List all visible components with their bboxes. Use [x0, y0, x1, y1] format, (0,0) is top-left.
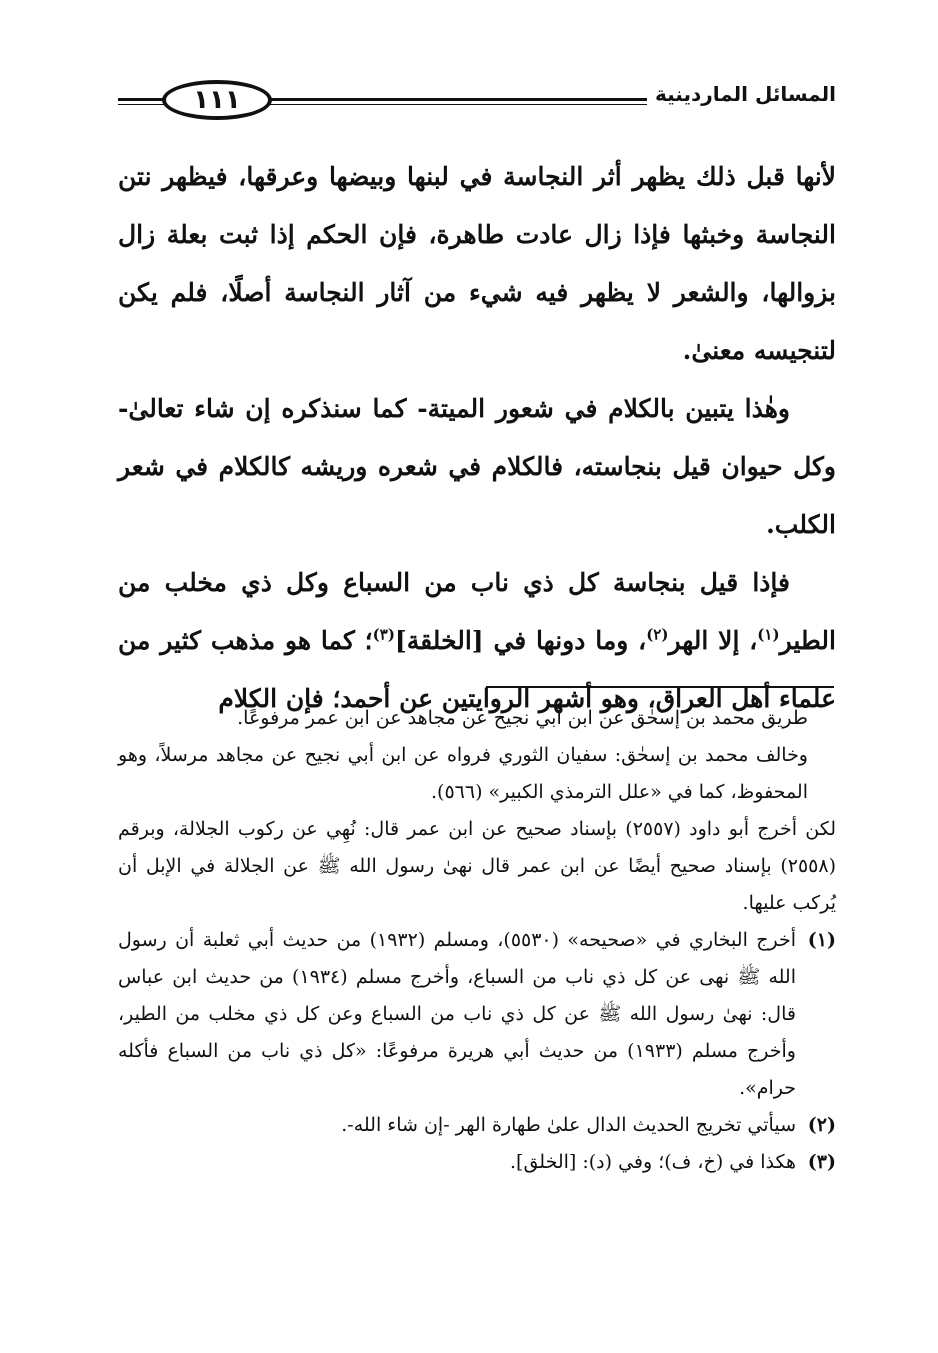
footnote-continuation-line-2: وخالف محمد بن إسحٰق: سفيان الثوري فرواه عن ابن أبي نجيح عن مجاهد مرسلاً، وهو المحفوظ، كما في «علل الترمذي الكبير» (٥٦٦). — [118, 744, 808, 803]
footnote-number: (٣) — [807, 1151, 836, 1173]
footnote-number: (٢) — [807, 1114, 836, 1136]
footnote-ref-1: (١) — [757, 625, 780, 644]
paragraph-3-part-2: ، إلا الهر — [668, 626, 758, 655]
footnote-continuation-line-3: لكن أخرج أبو داود (٢٥٥٧) بإسناد صحيح عن ابن عمر قال: نُهِي عن ركوب الجلالة، وبرقم (٢٥٥٨) بإسناد صحيح أيضًا عن ابن عمر قال نهىٰ رسول الله ﷺ عن الجلالة في الإبل أن يُركب عليها. — [118, 818, 836, 914]
footnote-number: (١) — [807, 929, 836, 951]
footnote-ref-2: (٢) — [646, 625, 669, 644]
footnote-separator — [486, 686, 834, 688]
footnote-2 — [118, 1107, 836, 1144]
footnote-text: أخرج البخاري في «صحيحه» (٥٥٣٠)، ومسلم (١٩٣٢) من حديث أبي ثعلبة أن رسول الله ﷺ نهى عن كل ذي ناب من السباع، وأخرج مسلم (١٩٣٤) من حديث ابن عباس قال: نهىٰ رسول الله ﷺ عن كل ذي ناب من السباع وعن كل ذي مخلب من الطير، وأخرج مسلم (١٩٣٣) من حديث أبي هريرة مرفوعًا: «كل ذي ناب من السباع فأكله حرام». — [118, 929, 797, 1099]
page-header — [118, 78, 836, 126]
running-title: المسائل الماردينية — [647, 78, 836, 110]
paragraph-3-part-3: ، وما دونها في [الخلقة] — [394, 626, 647, 655]
footnotes — [118, 700, 836, 1181]
footnote-continuation-line-1: طريق محمد بن إسحٰق عن ابن أبي نجيح عن مجاهد عن ابن عمر مرفوعًا. — [237, 707, 808, 729]
footnote-text: هكذا في (خ، ف)؛ وفي (د): [الخلق]. — [510, 1151, 796, 1173]
footnote-ref-3: (٣) — [372, 625, 395, 644]
main-text — [118, 148, 836, 728]
paragraph-1: لأنها قبل ذلك يظهر أثر النجاسة في لبنها وبيضها وعرقها، فيظهر نتن النجاسة وخبثها فإذا زال عادت طاهرة، فإن الحكم إذا ثبت بعلة زال بزوالها، والشعر لا يظهر فيه شيء من آثار النجاسة أصلًا، فلم يكن لتنجيسه معنىٰ. — [118, 162, 836, 365]
paragraph-3-part-1: فإذا قيل بنجاسة كل ذي ناب من السباع وكل ذي مخلب من الطير — [118, 568, 836, 655]
paragraph-3-part-4: ؛ كما هو مذهب كثير من علماء أهل العراق، وهو أشهر الروايتين عن أحمد؛ فإن الكلام — [118, 626, 836, 713]
footnote-1 — [118, 922, 836, 1107]
paragraph-2: وهٰذا يتبين بالكلام في شعور الميتة- كما سنذكره إن شاء تعالىٰ- وكل حيوان قيل بنجاسته، فالكلام في شعره وريشه كالكلام في شعر الكلب. — [118, 394, 836, 539]
footnote-3 — [118, 1144, 836, 1181]
page-number: ١١١ — [162, 80, 272, 120]
footnote-text: سيأتي تخريج الحديث الدال علىٰ طهارة الهر -إن شاء الله-. — [341, 1114, 796, 1136]
